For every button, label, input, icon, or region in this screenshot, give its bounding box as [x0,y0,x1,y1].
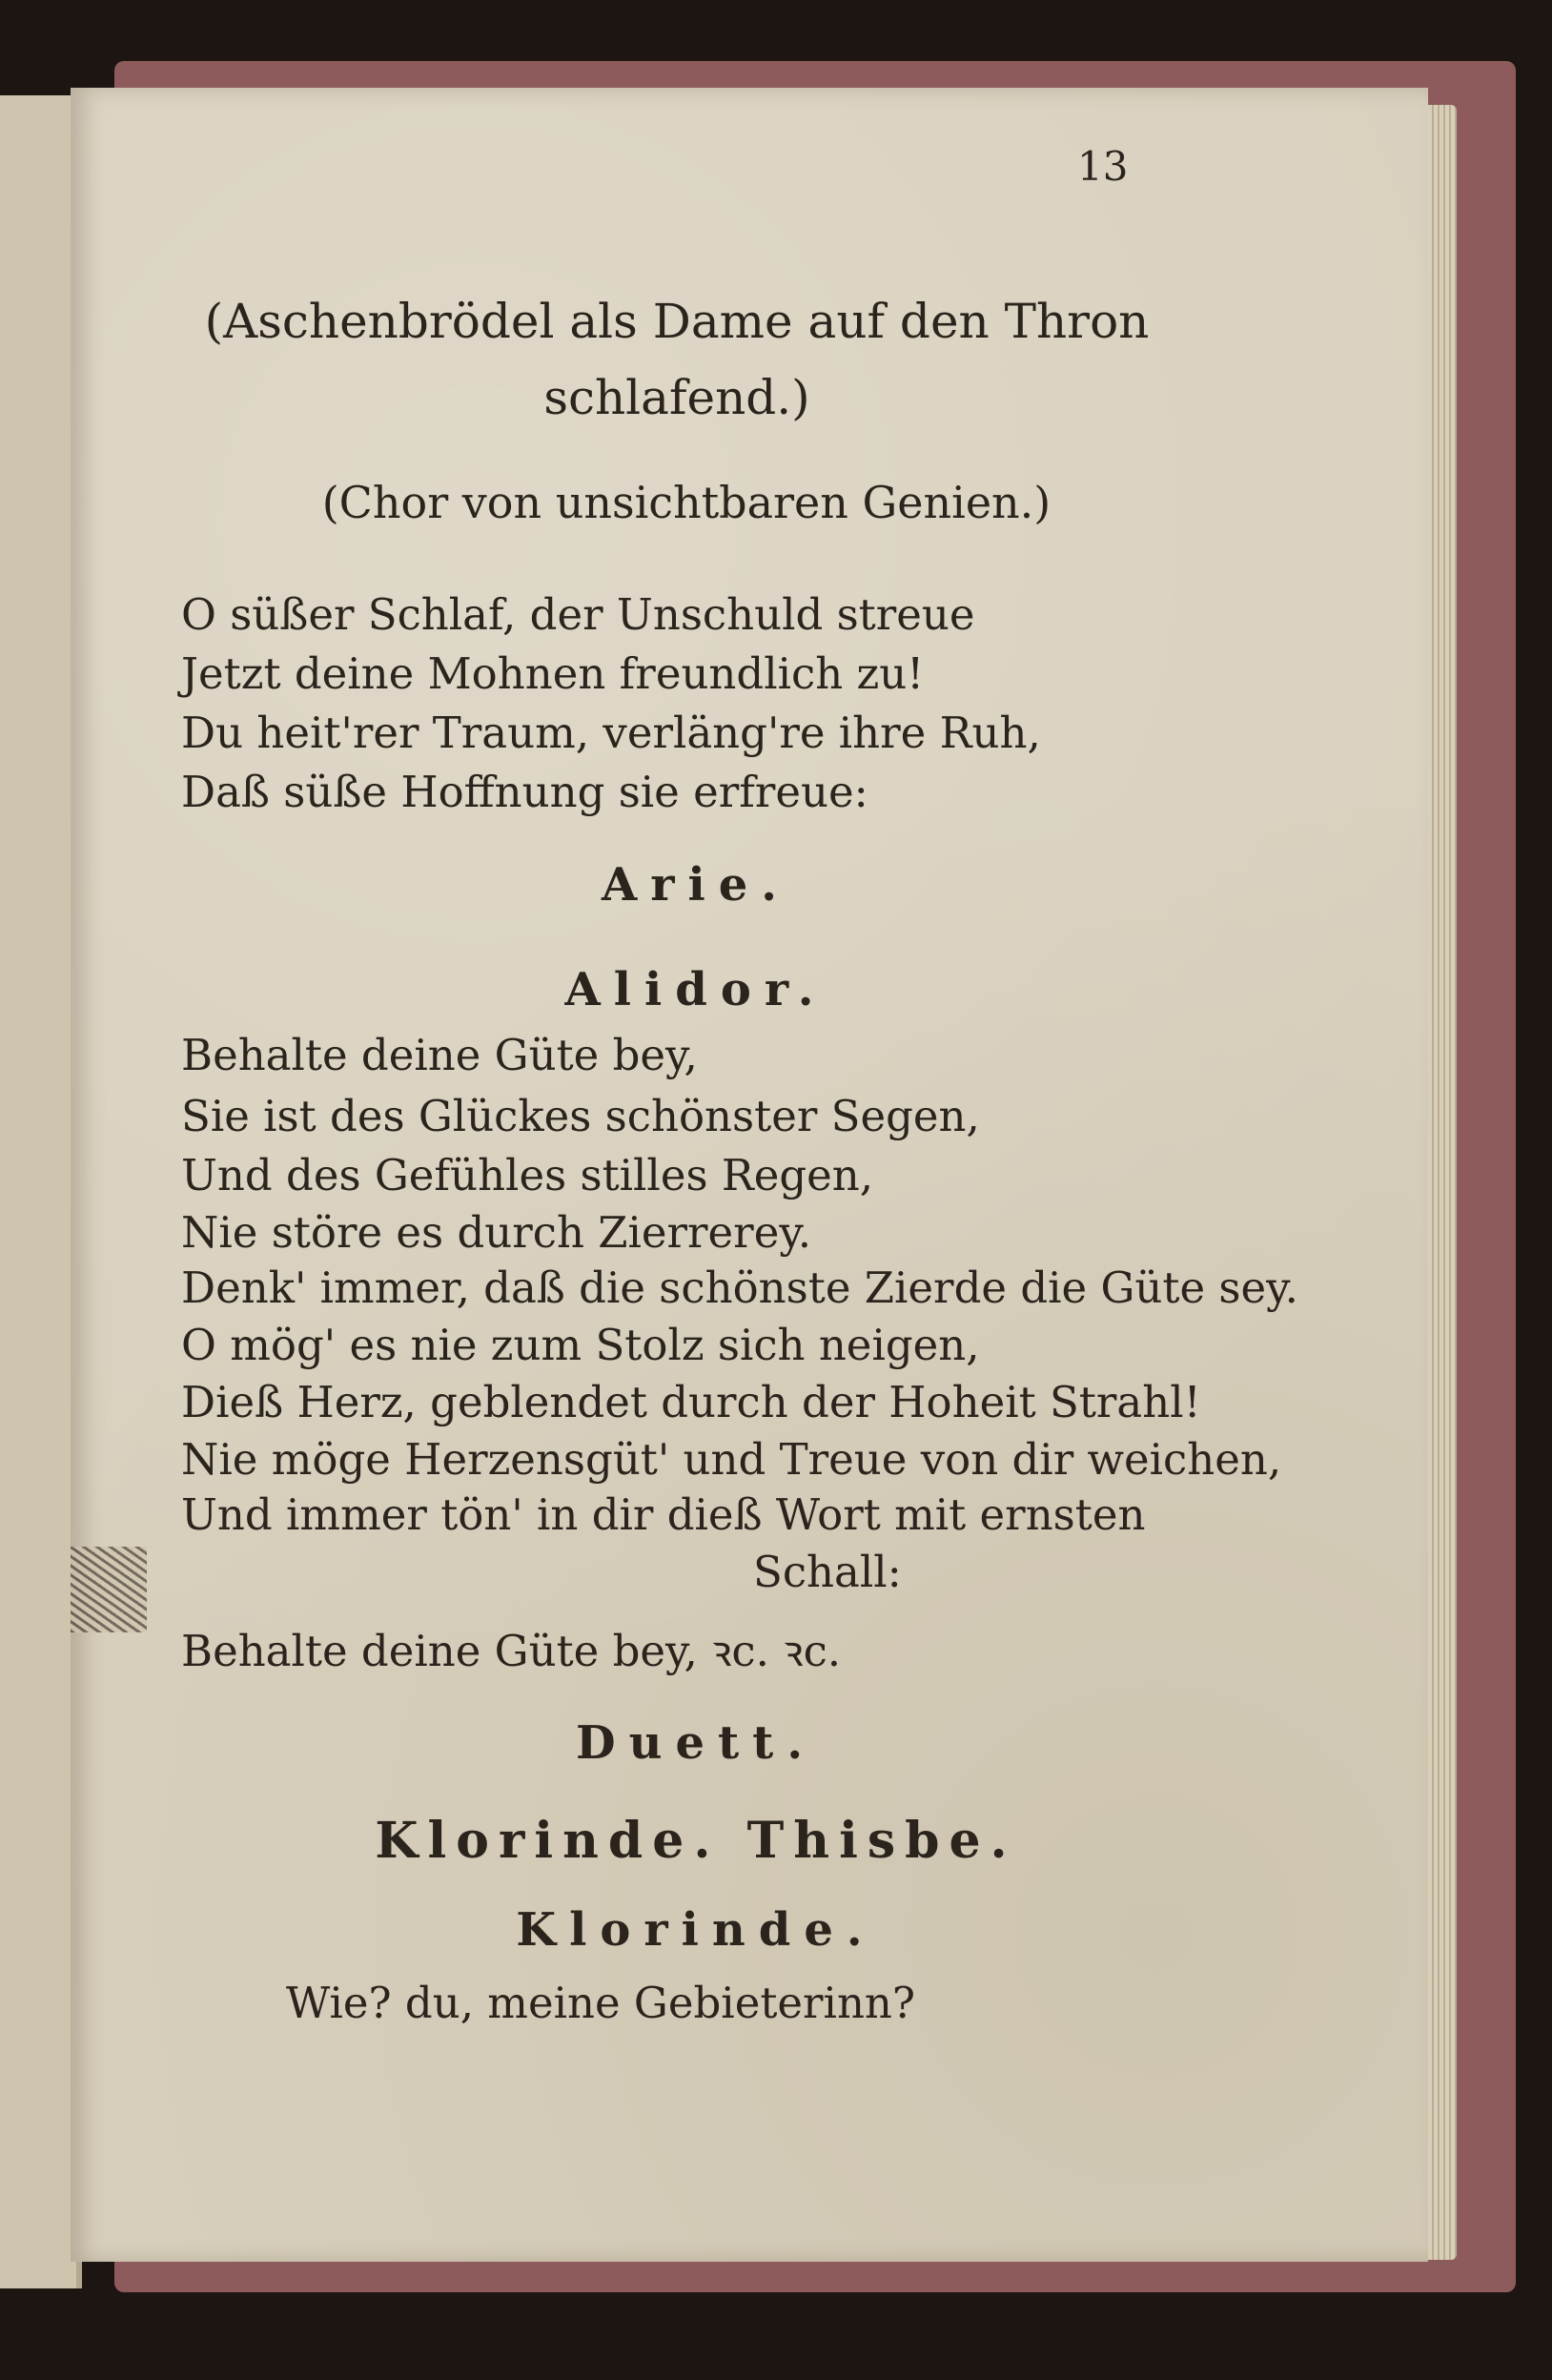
chorus-line: Jetzt deine Mohnen freundlich zu! [181,648,925,699]
binding-thread [71,1547,147,1632]
aria-line: Dieß Herz, geblendet durch der Hoheit Strahl! [181,1377,1201,1427]
aria-line: Und des Gefühles stilles Regen, [181,1150,874,1200]
aria-speaker: Alidor. [564,963,827,1016]
aria-line: Behalte deine Güte bey, [181,1030,698,1080]
duet-speaker: Klorinde. [516,1903,876,1957]
duet-line: Wie? du, meine Gebieterinn? [286,1978,916,2028]
chorus-heading: (Chor von unsichtbaren Genien.) [321,477,1052,528]
chorus-line: O süßer Schlaf, der Unschuld streue [181,589,975,640]
aria-line: Sie ist des Glückes schönster Segen, [181,1091,980,1141]
duet-speakers: Klorinde. Thisbe. [375,1812,1017,1870]
chorus-line: Daß süße Hoffnung sie erfreue: [181,767,868,817]
aria-line: Und immer tön' in dir dieß Wort mit ernsten [181,1489,1146,1540]
chorus-line: Du heit'rer Traum, verläng're ihre Ruh, [181,708,1041,758]
duet-heading: Duett. [575,1716,817,1770]
aria-line: Nie möge Herzensgüt' und Treue von dir weichen, [181,1434,1282,1485]
stage-direction-line-2: schlafend.) [543,370,810,425]
stage-direction-line-1: (Aschenbrödel als Dame auf den Thron [204,294,1150,349]
aria-line: Denk' immer, daß die schönste Zierde die Güte sey. [181,1262,1298,1313]
aria-heading: Arie. [601,858,790,912]
aria-line-continuation: Schall: [753,1547,902,1597]
aria-line: O mög' es nie zum Stolz sich neigen, [181,1320,980,1370]
aria-line: Nie störe es durch Zierrerey. [181,1207,812,1258]
page-number: 13 [1077,143,1129,190]
aria-refrain: Behalte deine Güte bey, ꝛc. ꝛc. [181,1626,842,1676]
